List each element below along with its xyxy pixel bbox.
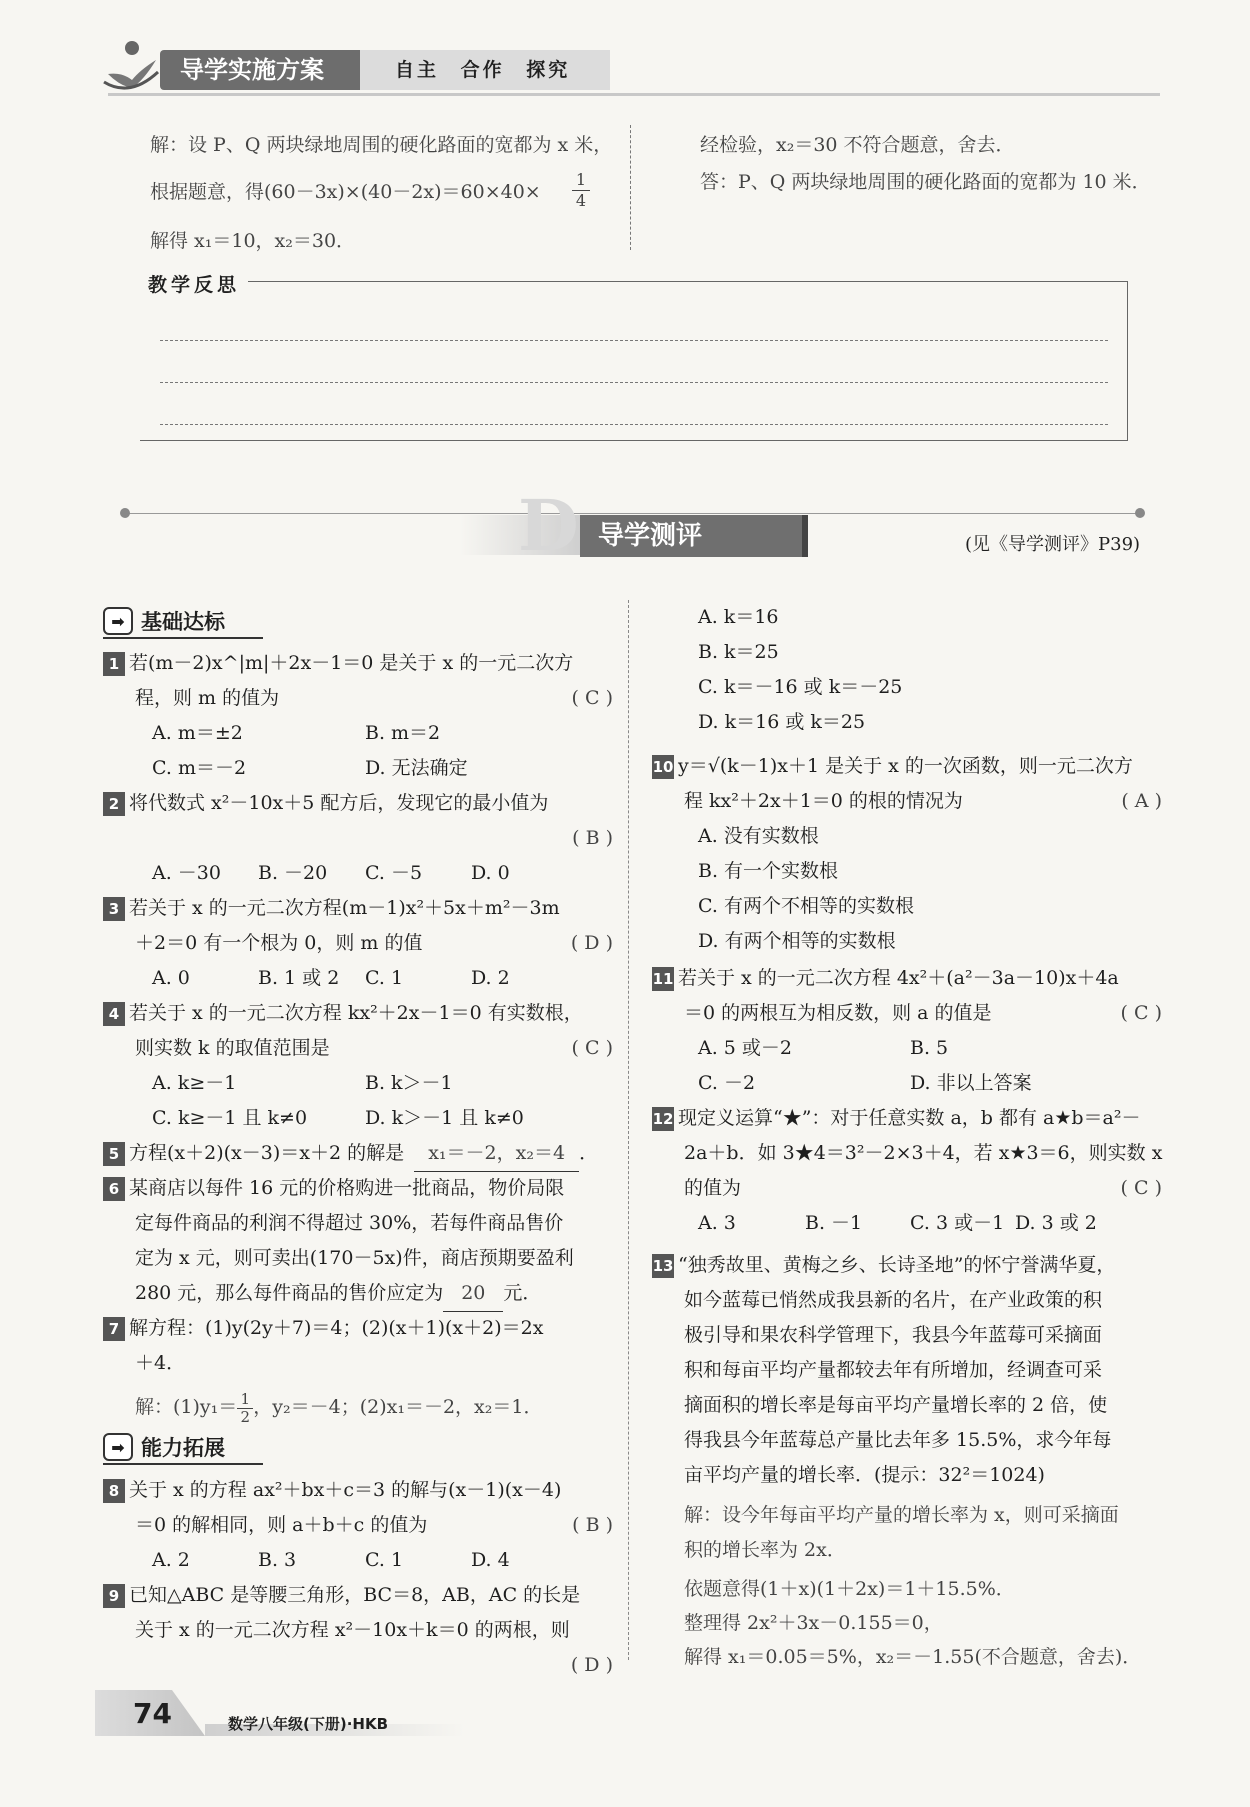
q9-number: 9 <box>103 1584 125 1608</box>
q2-opt-c: C. －5 <box>365 862 423 884</box>
top-sol-line-3: 解得 x₁＝10，x₂＝30． <box>150 230 356 252</box>
q6-blank: 20 <box>443 1276 503 1312</box>
q9-opt-d: D. k＝16 或 k＝25 <box>698 711 866 733</box>
q9-opt-c: C. k＝－16 或 k＝－25 <box>698 676 903 698</box>
top-sol-line-2: 根据题意，得(60－3x)×(40－2x)＝60×40× <box>150 181 541 203</box>
section-d-title: 导学测评 <box>598 521 703 551</box>
q10-answer: ( A ) <box>1121 790 1162 812</box>
q1-opt-d: D. 无法确定 <box>365 757 468 779</box>
q2-opt-a: A. －30 <box>152 862 221 884</box>
top-sol-right-2: 答：P、Q 两块绿地周围的硬化路面的宽都为 10 米． <box>700 171 1151 193</box>
q7-sol-b: ，y₂＝－4；(2)x₁＝－2，x₂＝1． <box>253 1396 543 1418</box>
q13-line-7: 亩平均产量的增长率．(提示：32²＝1024) <box>684 1464 1045 1486</box>
reflection-dash-2 <box>160 382 1108 383</box>
q2-answer-line <box>135 821 613 856</box>
q7-line-1 <box>103 1311 543 1346</box>
q1-line-1 <box>103 646 613 681</box>
q6-number: 6 <box>103 1177 125 1201</box>
q8-line-2 <box>135 1508 613 1543</box>
q7-fraction <box>237 1391 253 1426</box>
q10-line-1 <box>652 749 1133 784</box>
q13-sol-4: 整理得 2x²＋3x－0.155＝0， <box>684 1612 943 1634</box>
ability-title: 能力拓展 <box>141 1436 225 1460</box>
frac-num: 1 <box>572 170 590 191</box>
q5-number: 5 <box>103 1142 125 1166</box>
header-title: 导学实施方案 <box>180 56 324 84</box>
column-divider <box>628 600 629 1660</box>
q3-text: 若关于 x 的一元二次方程(m－1)x²＋5x＋m²－3m <box>129 897 560 919</box>
frac-den: 4 <box>575 191 587 210</box>
q9-line-1 <box>103 1578 580 1613</box>
q11-text-2: ＝0 的两根互为相反数，则 a 的值是 <box>684 1002 992 1024</box>
q1-opt-b: B. m＝2 <box>365 722 441 744</box>
q5-line-1 <box>103 1136 598 1172</box>
q1-text-2: 程，则 m 的值为 <box>135 687 280 709</box>
q3-opt-a: A. 0 <box>152 967 190 989</box>
q11-answer: ( C ) <box>1120 1002 1162 1024</box>
q4-opt-c: C. k≥－1 且 k≠0 <box>152 1107 308 1129</box>
q12-line-3 <box>684 1171 1162 1206</box>
q11-opt-c: C. －2 <box>698 1072 756 1094</box>
q12-text-3: 的值为 <box>684 1177 742 1199</box>
q10-opt-c: C. 有两个不相等的实数根 <box>698 895 914 917</box>
q4-opt-d: D. k＞－1 且 k≠0 <box>365 1107 524 1129</box>
q3-text-2: ＋2＝0 有一个根为 0，则 m 的值 <box>135 932 423 954</box>
q9-answer: ( D ) <box>570 1654 613 1676</box>
q8-answer: ( B ) <box>572 1514 613 1536</box>
q6-text-4a: 280 元，那么每件商品的售价应定为 <box>135 1282 444 1304</box>
q11-line-1 <box>652 961 1119 996</box>
q3-line-1 <box>103 891 560 926</box>
q8-text-2: ＝0 的解相同，则 a＋b＋c 的值为 <box>135 1514 428 1536</box>
q4-line-2 <box>135 1031 613 1066</box>
q9-answer-line <box>135 1648 613 1683</box>
q3-line-2 <box>135 926 613 961</box>
q4-text: 若关于 x 的一元二次方程 kx²＋2x－1＝0 有实数根， <box>129 1002 583 1024</box>
q10-opt-a: A. 没有实数根 <box>698 825 819 847</box>
reflection-label: 教学反思 <box>148 274 241 296</box>
q1-answer: ( C ) <box>571 687 613 709</box>
q9-line-2: 关于 x 的一元二次方程 x²－10x＋k＝0 的两根，则 <box>135 1619 570 1641</box>
q3-opt-b: B. 1 或 2 <box>258 967 340 989</box>
q8-text: 关于 x 的方程 ax²＋bx＋c＝3 的解与(x－1)(x－4) <box>129 1479 562 1501</box>
q1-opt-a: A. m＝±2 <box>152 722 243 744</box>
q13-line-5: 摘面积的增长率是每亩平均产量增长率的 2 倍，使 <box>684 1394 1108 1416</box>
q4-answer: ( C ) <box>571 1037 613 1059</box>
q12-line-2: 2a＋b．如 3★4＝3²－2×3＋4，若 x★3＝6，则实数 x <box>684 1142 1163 1164</box>
q5-text: 方程(x＋2)(x－3)＝x＋2 的解是 <box>129 1142 405 1164</box>
q6-text-4b: 元． <box>503 1282 542 1304</box>
q10-text-2: 程 kx²＋2x＋1＝0 的根的情况为 <box>684 790 963 812</box>
reflection-line-top <box>248 281 1128 282</box>
section-d-letter: D <box>518 484 579 567</box>
q2-line-1 <box>103 786 548 821</box>
q8-number: 8 <box>103 1479 125 1503</box>
q6-line-4 <box>135 1276 541 1312</box>
header-tags: 自主 合作 探究 <box>395 59 571 81</box>
q2-text: 将代数式 x²－10x＋5 配方后，发现它的最小值为 <box>129 792 549 814</box>
section-d-ref: (见《导学测评》P39) <box>965 534 1141 555</box>
top-divider <box>630 125 631 250</box>
q13-line-3: 极引导和果农科学管理下，我县今年蓝莓可采摘面 <box>684 1324 1103 1346</box>
q12-number: 12 <box>652 1107 674 1131</box>
ability-heading <box>103 1432 225 1462</box>
q3-opt-c: C. 1 <box>365 967 404 989</box>
q5-blank: x₁＝－2，x₂＝4 <box>414 1136 579 1172</box>
q8-opt-a: A. 2 <box>152 1549 190 1571</box>
top-sol-right-1: 经检验，x₂＝30 不符合题意，舍去． <box>700 134 1015 156</box>
reflection-dash-1 <box>160 340 1108 341</box>
q1-number: 1 <box>103 652 125 676</box>
footer-book: 数学八年级(下册)·HKB <box>228 1715 389 1733</box>
q3-opt-d: D. 2 <box>471 967 510 989</box>
q7-solution <box>135 1390 542 1426</box>
q7-frac-num: 1 <box>237 1391 253 1409</box>
q2-opt-d: D. 0 <box>471 862 510 884</box>
q12-answer: ( C ) <box>1120 1177 1162 1199</box>
leaf-logo-icon <box>100 36 162 96</box>
top-sol-fraction <box>572 170 590 211</box>
section-d-dot-left <box>120 508 130 518</box>
header-rule <box>108 93 1160 96</box>
q4-line-1 <box>103 996 583 1031</box>
q9-opt-b: B. k＝25 <box>698 641 779 663</box>
q12-text: 现定义运算“★”：对于任意实数 a，b 都有 a★b＝a²－ <box>678 1107 1141 1129</box>
q8-opt-d: D. 4 <box>471 1549 510 1571</box>
q7-line-2: ＋4． <box>135 1352 186 1374</box>
q12-opt-b: B. －1 <box>805 1212 863 1234</box>
q4-opt-a: A. k≥－1 <box>152 1072 237 1094</box>
q2-answer: ( B ) <box>572 827 613 849</box>
q10-number: 10 <box>652 755 674 779</box>
q12-opt-c: C. 3 或－1 <box>910 1212 1005 1234</box>
q6-line-2: 定每件商品的利润不得超过 30%，若每件商品售价 <box>135 1212 564 1234</box>
reflection-dash-3 <box>160 424 1108 425</box>
q11-number: 11 <box>652 967 674 991</box>
q13-sol-3: 依题意得(1＋x)(1＋2x)＝1＋15.5%． <box>684 1578 1015 1600</box>
q13-text-1: “独秀故里、黄梅之乡、长诗圣地”的怀宁誉满华夏， <box>678 1254 1116 1276</box>
q7-text: 解方程：(1)y(2y＋7)＝4；(2)(x＋1)(x＋2)＝2x <box>129 1317 544 1339</box>
q4-text-2: 则实数 k 的取值范围是 <box>135 1037 330 1059</box>
basic-heading <box>103 606 225 636</box>
q12-line-1 <box>652 1101 1141 1136</box>
q11-opt-a: A. 5 或－2 <box>698 1037 793 1059</box>
footer-page-number: 74 <box>133 1697 172 1730</box>
q3-number: 3 <box>103 897 125 921</box>
q6-line-1 <box>103 1171 564 1206</box>
q6-text: 某商店以每件 16 元的价格购进一批商品，物价局限 <box>129 1177 565 1199</box>
arrow-right-icon: ➡ <box>103 1433 133 1461</box>
section-d-dot-right <box>1135 508 1145 518</box>
q1-text: 若(m－2)x^|m|＋2x－1＝0 是关于 x 的一元二次方 <box>129 652 574 674</box>
q13-line-2: 如今蓝莓已悄然成我县新的名片，在产业政策的积 <box>684 1289 1103 1311</box>
q13-sol-2: 积的增长率为 2x． <box>684 1539 846 1561</box>
ability-heading-underline <box>103 1463 263 1465</box>
q7-number: 7 <box>103 1317 125 1341</box>
q2-number: 2 <box>103 792 125 816</box>
q11-text: 若关于 x 的一元二次方程 4x²＋(a²－3a－10)x＋4a <box>678 967 1119 989</box>
section-d-bar <box>802 515 808 557</box>
q13-line-4: 积和每亩平均产量都较去年有所增加，经调查可采 <box>684 1359 1103 1381</box>
header-logo <box>100 36 162 96</box>
q1-line-2 <box>135 681 613 716</box>
q3-answer: ( D ) <box>570 932 613 954</box>
reflection-right-border <box>1127 281 1128 441</box>
q13-line-1 <box>652 1248 1115 1283</box>
arrow-right-icon: ➡ <box>103 607 133 635</box>
q12-opt-a: A. 3 <box>698 1212 736 1234</box>
q8-opt-b: B. 3 <box>258 1549 297 1571</box>
q12-opt-d: D. 3 或 2 <box>1015 1212 1097 1234</box>
q4-opt-b: B. k＞－1 <box>365 1072 453 1094</box>
basic-title: 基础达标 <box>141 610 225 634</box>
q10-opt-d: D. 有两个相等的实数根 <box>698 930 896 952</box>
q9-opt-a: A. k＝16 <box>698 606 779 628</box>
q7-frac-den: 2 <box>240 1407 251 1426</box>
q13-line-6: 得我县今年蓝莓总产量比去年多 15.5%，求今年每 <box>684 1429 1112 1451</box>
q13-sol-5: 解得 x₁＝0.05＝5%，x₂＝－1.55(不合题意，舍去)． <box>684 1646 1142 1668</box>
q10-line-2 <box>684 784 1162 819</box>
section-d-rule <box>125 513 1140 514</box>
q5-end: ． <box>579 1142 599 1164</box>
q4-number: 4 <box>103 1002 125 1026</box>
reflection-bottom <box>140 440 1128 441</box>
q2-opt-b: B. －20 <box>258 862 328 884</box>
q1-opt-c: C. m＝－2 <box>152 757 247 779</box>
q7-sol-a: 解：(1)y₁＝ <box>135 1396 238 1418</box>
q8-opt-c: C. 1 <box>365 1549 404 1571</box>
q10-text: y＝√(k－1)x＋1 是关于 x 的一次函数，则一元二次方 <box>678 755 1133 777</box>
q11-line-2 <box>684 996 1162 1031</box>
q9-text: 已知△ABC 是等腰三角形，BC＝8，AB，AC 的长是 <box>129 1584 581 1606</box>
basic-heading-underline <box>103 637 263 639</box>
q10-opt-b: B. 有一个实数根 <box>698 860 839 882</box>
q6-line-3: 定为 x 元，则可卖出(170－5x)件，商店预期要盈利 <box>135 1247 574 1269</box>
q8-line-1 <box>103 1473 561 1508</box>
q11-opt-b: B. 5 <box>910 1037 949 1059</box>
top-sol-line-1: 解：设 P、Q 两块绿地周围的硬化路面的宽都为 x 米， <box>150 134 613 156</box>
q13-number: 13 <box>652 1254 674 1278</box>
q13-sol-1: 解：设今年每亩平均产量的增长率为 x，则可采摘面 <box>684 1504 1119 1526</box>
q11-opt-d: D. 非以上答案 <box>910 1072 1032 1094</box>
